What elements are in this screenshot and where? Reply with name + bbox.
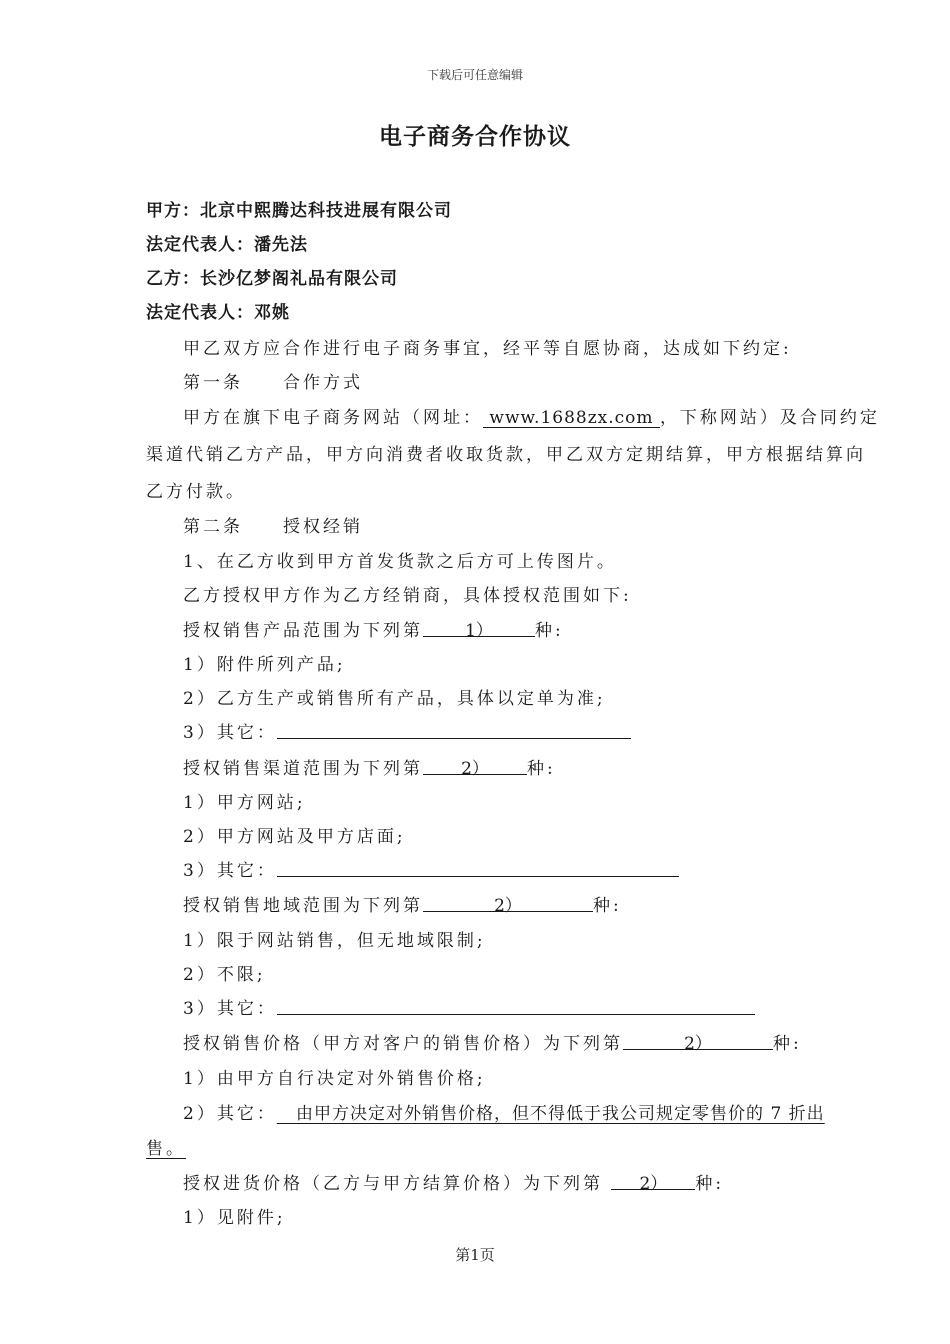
- sale-price-question: 授权销售价格（甲方对客户的销售价格）为下列第 2） 种:: [183, 1029, 802, 1054]
- product-other-blank: [277, 718, 631, 739]
- article-1-line-3: 乙方付款。: [146, 482, 246, 502]
- website-url: www.1688zx.com: [483, 408, 660, 428]
- article-1-line-2: 渠道代销乙方产品，甲方向消费者收取货款，甲乙双方定期结算，甲方根据结算向: [146, 445, 866, 465]
- sale-price-answer: 2）: [623, 1029, 773, 1050]
- region-option-3: 3）其它：: [183, 994, 755, 1019]
- region-scope-answer: 2）: [423, 891, 593, 912]
- purchase-price-answer: 2）: [611, 1169, 695, 1190]
- product-scope-question: 授权销售产品范围为下列第 1） 种:: [183, 616, 564, 641]
- header-note: 下载后可任意编辑: [426, 68, 523, 82]
- article-2-authorization: 乙方授权甲方作为乙方经销商，具体授权范围如下:: [183, 586, 632, 606]
- article-1-title: 第一条 合作方式: [183, 373, 363, 393]
- party-a: 甲方：北京中熙腾达科技进展有限公司: [146, 201, 452, 221]
- channel-option-2: 2）甲方网站及甲方店面;: [183, 827, 406, 847]
- channel-scope-question: 授权销售渠道范围为下列第 2） 种:: [183, 754, 556, 779]
- product-option-2: 2）乙方生产或销售所有产品，具体以定单为准;: [183, 689, 606, 709]
- article-1-line-1: 甲方在旗下电子商务网站（网址： www.1688zx.com ，下称网站）及合同约定: [183, 408, 880, 428]
- channel-scope-answer: 2）: [423, 754, 527, 775]
- sale-price-option-2-cont: 售。: [146, 1139, 186, 1159]
- product-option-1: 1）附件所列产品;: [183, 655, 346, 675]
- product-option-3: 3）其它：: [183, 718, 631, 743]
- page-number: 第1页: [455, 1246, 495, 1264]
- representative-b: 法定代表人：邓姚: [146, 303, 290, 323]
- intro-paragraph: 甲乙双方应合作进行电子商务事宜，经平等自愿协商，达成如下约定:: [183, 339, 792, 359]
- channel-option-3: 3）其它：: [183, 856, 679, 881]
- representative-a: 法定代表人：潘先法: [146, 235, 308, 255]
- region-scope-question: 授权销售地域范围为下列第 2） 种:: [183, 891, 622, 916]
- party-b: 乙方：长沙亿梦阁礼品有限公司: [146, 269, 398, 289]
- product-scope-answer: 1）: [423, 616, 535, 637]
- document-title: 电子商务合作协议: [379, 124, 571, 150]
- region-other-blank: [277, 994, 755, 1015]
- channel-option-1: 1）甲方网站;: [183, 793, 306, 813]
- channel-other-blank: [277, 856, 679, 877]
- sale-price-option-1: 1）由甲方自行决定对外销售价格;: [183, 1069, 486, 1089]
- region-option-1: 1）限于网站销售，但无地域限制;: [183, 931, 486, 951]
- article-2-title: 第二条 授权经销: [183, 517, 363, 537]
- article-2-item-1: 1、在乙方收到甲方首发货款之后方可上传图片。: [183, 552, 617, 572]
- purchase-price-question: 授权进货价格（乙方与甲方结算价格）为下列第 2） 种:: [183, 1169, 724, 1194]
- sale-price-option-2: 2）其它： 由甲方决定对外销售价格，但不得低于我公司规定零售价的 7 折出: [183, 1104, 825, 1124]
- purchase-price-option-1: 1）见附件;: [183, 1208, 286, 1228]
- region-option-2: 2）不限;: [183, 965, 266, 985]
